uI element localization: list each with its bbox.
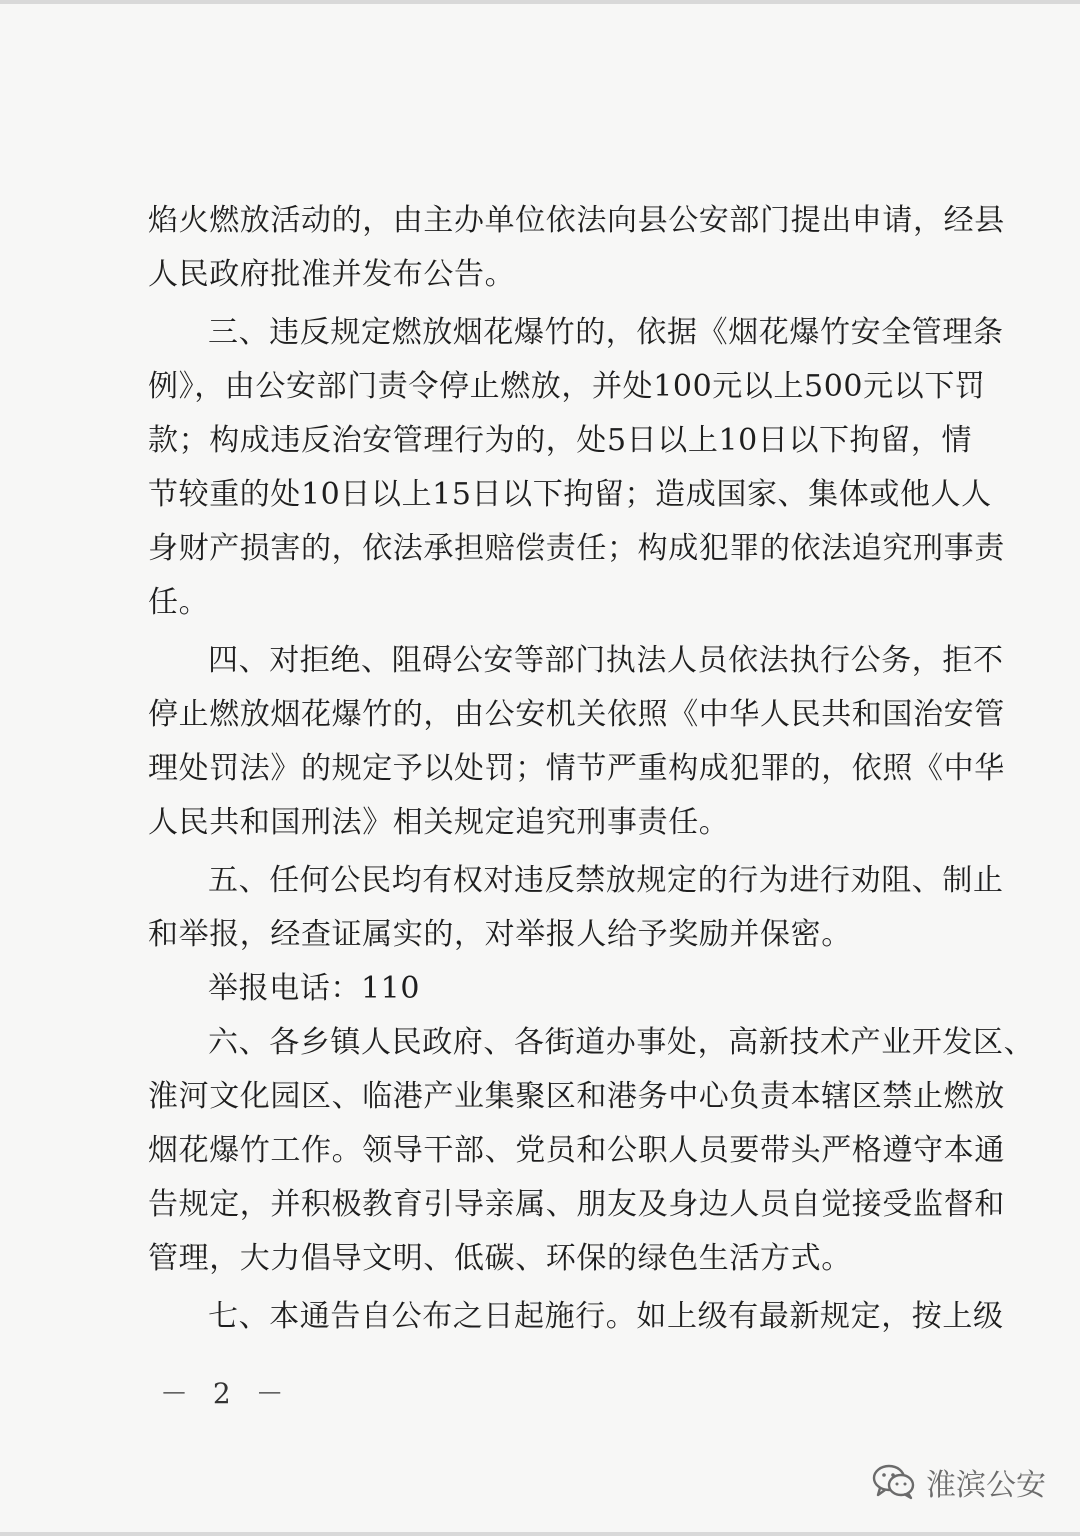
text-line: 烟花爆竹工作。领导干部、党员和公职人员要带头严格遵守本通 (148, 1133, 1005, 1168)
text-line: 例》，由公安部门责令停止燃放，并处100元以上500元以下罚 (148, 369, 986, 404)
text-line: 理处罚法》的规定予以处罚；情节严重构成犯罪的，依照《中华 (148, 751, 1005, 786)
text-line: 六、各乡镇人民政府、各街道办事处，高新技术产业开发区、 (208, 1025, 1035, 1060)
text-line: 人民政府批准并发布公告。 (148, 257, 516, 292)
text-line: 和举报，经查证属实的，对举报人给予奖励并保密。 (148, 917, 852, 952)
text-line: 人民共和国刑法》相关规定追究刑事责任。 (148, 805, 730, 840)
text-line: 五、任何公民均有权对违反禁放规定的行为进行劝阻、制止 (208, 863, 1004, 898)
text-line: 四、对拒绝、阻碍公安等部门执法人员依法执行公务，拒不 (208, 643, 1004, 678)
document-body (148, 194, 1035, 1344)
text-line: 三、违反规定燃放烟花爆竹的，依据《烟花爆竹安全管理条 (208, 315, 1004, 350)
text-line: 款；构成违反治安管理行为的，处5日以上10日以下拘留，情 (148, 423, 973, 458)
text-line: 七、本通告自公布之日起施行。如上级有最新规定，按上级 (208, 1299, 1004, 1334)
text-line: 身财产损害的，依法承担赔偿责任；构成犯罪的依法追究刑事责 (148, 531, 1005, 566)
text-line: 淮河文化园区、临港产业集聚区和港务中心负责本辖区禁止燃放 (148, 1079, 1005, 1114)
watermark-text: 淮滨公安 (926, 1468, 1046, 1503)
text-line: 焰火燃放活动的，由主办单位依法向县公安部门提出申请，经县 (148, 203, 1005, 238)
text-line: 举报电话：110 (208, 971, 421, 1006)
text-line: 节较重的处10日以上15日以下拘留；造成国家、集体或他人人 (148, 477, 992, 512)
watermark (872, 1460, 1046, 1504)
text-line: 告规定，并积极教育引导亲属、朋友及身边人员自觉接受监督和 (148, 1187, 1005, 1222)
page-number: － 2 － (160, 1377, 292, 1410)
text-line: 管理，大力倡导文明、低碳、环保的绿色生活方式。 (148, 1241, 852, 1276)
wechat-icon (872, 1464, 916, 1500)
text-line: 停止燃放烟花爆竹的，由公安机关依照《中华人民共和国治安管 (148, 697, 1005, 732)
text-line: 任。 (148, 585, 210, 620)
